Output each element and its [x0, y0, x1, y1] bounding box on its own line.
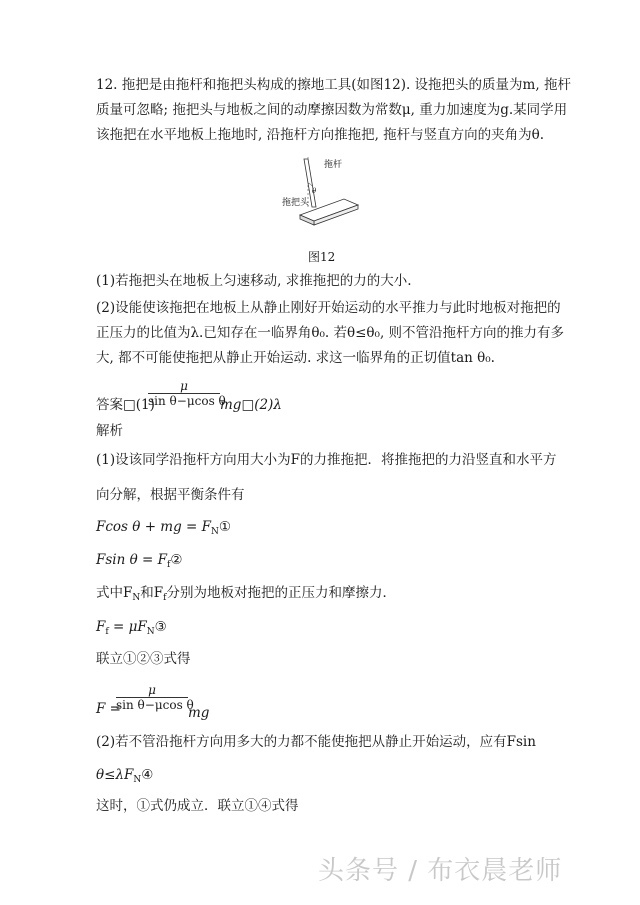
- problem-line-1: 12. 拖把是由拖杆和拖把头构成的擦地工具(如图12). 设拖把头的质量为m, 拖杆: [96, 77, 571, 93]
- equation-3: [96, 618, 167, 641]
- question-2-line-2: 正压力的比值为λ.已知存在一临界角θ₀. 若θ≤θ₀, 则不管沿拖杆方向的推力有多: [96, 325, 565, 341]
- line3-sub-2: f: [163, 593, 167, 603]
- equation-2-body: Fsin θ = F: [96, 552, 167, 568]
- problem-line-2: 质量可忽略; 拖把头与地板之间的动摩擦因数为常数μ, 重力加速度为g.某同学用: [96, 102, 568, 118]
- problem-line-3: 该拖把在水平地板上拖地时, 沿拖杆方向推拖把, 拖杆与竖直方向的夹角为θ.: [96, 127, 545, 143]
- equation-3-tag: ③: [154, 619, 167, 635]
- answer-numerator: μ: [180, 379, 188, 393]
- answer-fraction: [148, 379, 226, 409]
- line3-part-a: 式中F: [96, 585, 133, 601]
- equation-1-tag: ①: [218, 519, 231, 535]
- solution-1-line-3: [96, 584, 396, 607]
- equation-1: [96, 518, 231, 541]
- line3-part-c: 分别为地板对拖把的正压力和摩擦力．: [166, 585, 396, 601]
- equation-1-body: Fcos θ + mg = F: [96, 519, 212, 535]
- mop-figure: [280, 155, 380, 245]
- question-2-line-3: 大, 都不可能使拖把从静止开始运动. 求这一临界角的正切值tan θ₀.: [96, 350, 495, 366]
- final-eq-tail: mg: [188, 705, 210, 721]
- equation-1-sub: N: [211, 527, 219, 537]
- solution-heading: 解析: [96, 423, 123, 439]
- watermark: 头条号 / 布衣晨老师: [318, 856, 563, 886]
- inequality-tag: ④: [141, 767, 154, 783]
- equation-2: [96, 551, 182, 574]
- line3-part-b: 和F: [140, 585, 164, 601]
- equation-2-tag: ②: [170, 552, 183, 568]
- question-1: (1)若拖把头在地板上匀速移动, 求推拖把的力的大小.: [96, 273, 412, 289]
- solution-combine-1: 联立①②③式得: [96, 651, 191, 667]
- equation-3-sub-2: N: [146, 627, 155, 637]
- inequality-sub: N: [133, 775, 142, 785]
- figure-caption: 图12: [308, 250, 336, 264]
- solution-2-line-3: 这时，①式仍成立．联立①④式得: [96, 798, 299, 814]
- answer-tail: mg□(2)λ: [220, 397, 282, 413]
- solution-1-line-2: 向分解，根据平衡条件有: [96, 487, 245, 503]
- line3-sub-1: N: [132, 593, 141, 603]
- final-eq-lhs: F =: [96, 701, 121, 717]
- figure-label-head: 拖把头: [282, 198, 310, 208]
- solution-2-line-1: (2)若不管沿拖杆方向用多大的力都不能使拖把从静止开始运动，应有Fsin: [96, 734, 536, 750]
- equation-3-sub-1: f: [105, 627, 109, 637]
- equation-3-b: = μF: [108, 619, 147, 635]
- final-fraction: [116, 683, 194, 713]
- solution-1-line-1: (1)设该同学沿拖杆方向用大小为F的力推拖把．将推拖把的力沿竖直和水平方: [96, 452, 557, 468]
- inequality-body: θ≤λF: [96, 767, 134, 783]
- answer-prefix: 答案□(1): [96, 397, 155, 413]
- figure-label-rod: 拖杆: [324, 160, 343, 170]
- solution-2-line-2: [96, 766, 153, 789]
- equation-3-a: F: [96, 619, 106, 635]
- question-2-line-1: (2)设能使该拖把在地板上从静止刚好开始运动的水平推力与此时地板对拖把的: [96, 300, 561, 316]
- final-numerator: μ: [148, 683, 156, 697]
- final-denominator: sin θ−μcos θ: [116, 698, 194, 712]
- equation-2-sub: f: [167, 560, 171, 570]
- answer-denominator: sin θ−μcos θ: [148, 394, 226, 408]
- figure-label-theta: θ: [312, 187, 317, 195]
